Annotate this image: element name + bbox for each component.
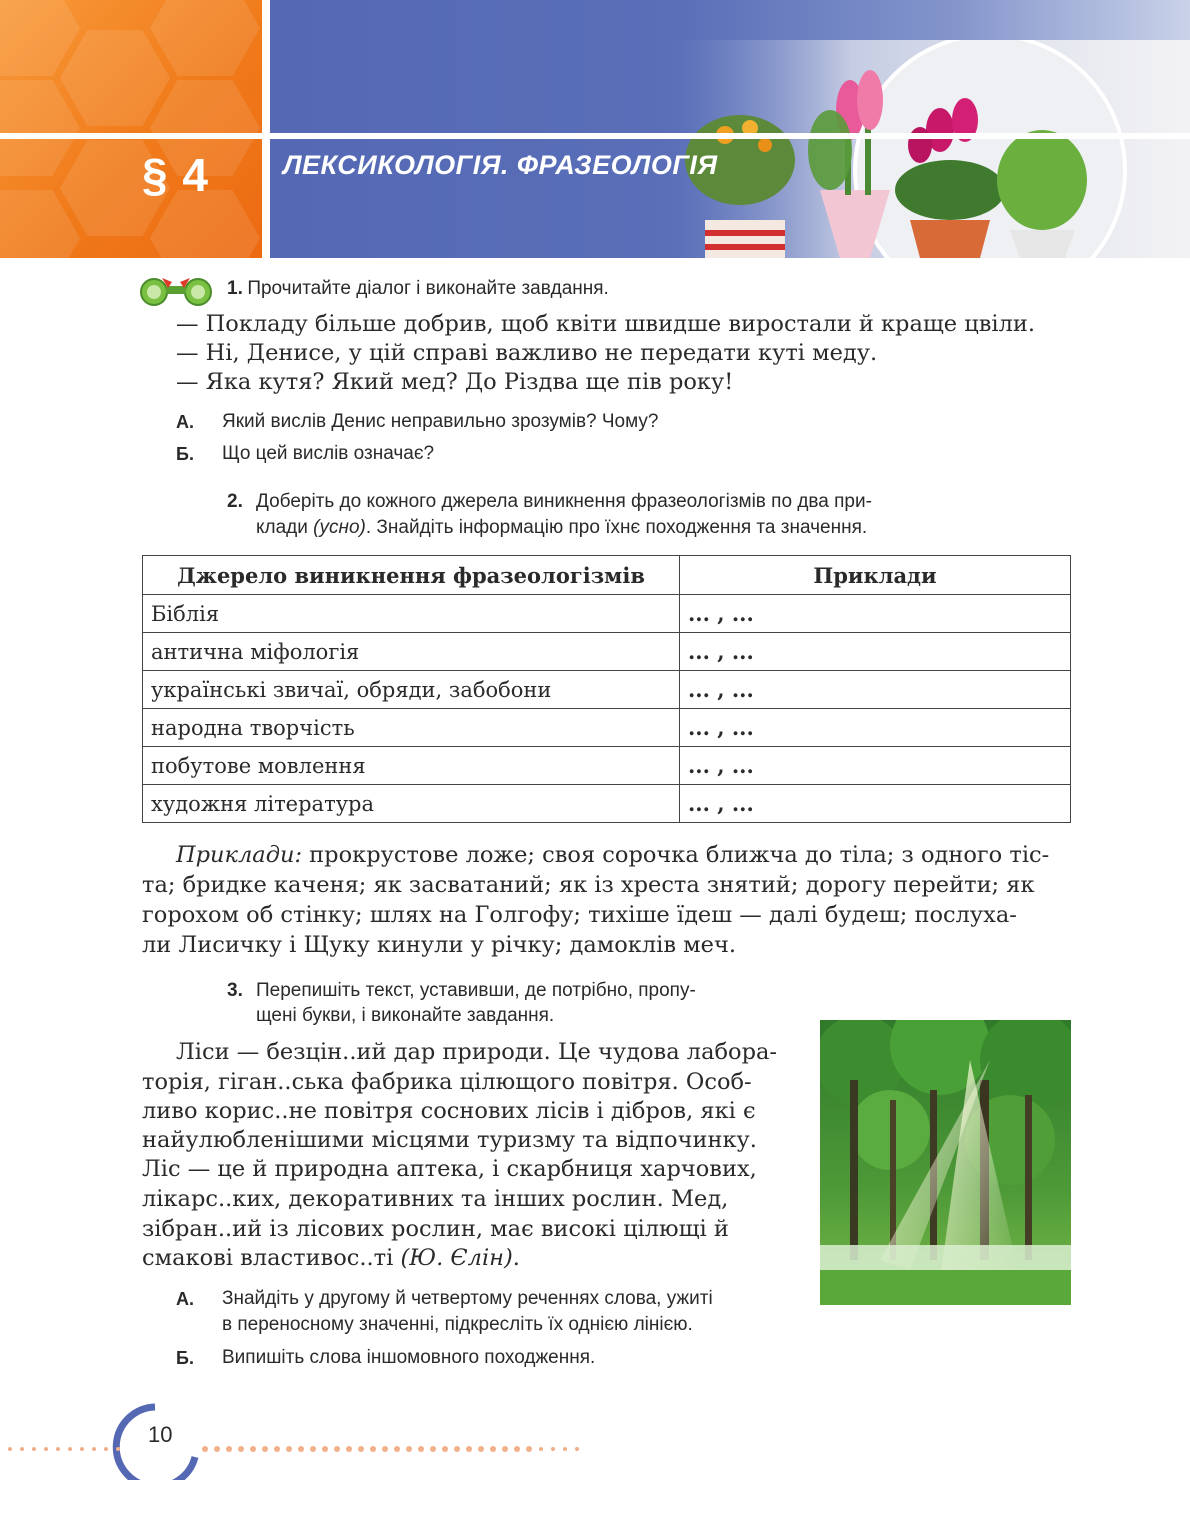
question-text: Який вислів Денис неправильно зрозумів? Чому? <box>222 411 659 432</box>
task-number: 1. <box>227 278 243 299</box>
question-text: Що цей вислів означає? <box>222 443 435 464</box>
page-footer-decor <box>0 1395 600 1480</box>
table-cell: ... , ... <box>680 785 1071 823</box>
binoculars-icon <box>138 272 216 308</box>
section-title: ЛЕКСИКОЛОГІЯ. ФРАЗЕОЛОГІЯ <box>283 150 718 180</box>
text-line: зібран..ий із лісових рослин, має високі цілющі й <box>142 1216 729 1242</box>
text-line: ливо корис..не повітря соснових лісів і дібров, які є <box>142 1098 756 1124</box>
question-label: А. <box>176 412 194 432</box>
task-number: 3. <box>227 980 243 1001</box>
table-row <box>143 633 1071 671</box>
table-cell: ... , ... <box>680 671 1071 709</box>
question-label: А. <box>176 1289 194 1309</box>
dialog-line: — Яка кутя? Який мед? До Різдва ще пів року! <box>176 369 734 395</box>
question-label: Б. <box>176 1348 194 1368</box>
table-row <box>143 747 1071 785</box>
text-line: Ліс — це й природна аптека, і скарбниця харчових, <box>142 1156 757 1182</box>
question-text-cont: в переносному значенні, підкресліть їх однією лінією. <box>222 1314 693 1335</box>
examples-label: Приклади: <box>176 842 303 868</box>
phraseology-sources-table <box>142 555 1071 823</box>
examples-line: горохом об стінку; шлях на Голгофу; тихіше їдеш — далі будеш; послуха- <box>142 902 1017 928</box>
flowers-photo <box>670 40 1190 258</box>
table-cell: ... , ... <box>680 633 1071 671</box>
table-cell: ... , ... <box>680 595 1071 633</box>
section-banner <box>0 0 262 258</box>
task-instruction-cont: клади (усно). Знайдіть інформацію про їхнє походження та значення. <box>256 517 868 538</box>
table-row <box>143 785 1071 823</box>
table-row <box>143 709 1071 747</box>
question-text: Знайдіть у другому й четвертому реченнях слова, ужиті <box>222 1288 713 1309</box>
page-number: 10 <box>148 1422 173 1447</box>
table-header-cell: Приклади <box>680 556 1071 595</box>
table-cell: ... , ... <box>680 747 1071 785</box>
table-header-cell: Джерело виникнення фразеологізмів <box>143 556 680 595</box>
task-instruction: Доберіть до кожного джерела виникнення фразеологізмів по два при- <box>256 491 872 512</box>
text-line: Ліси — безцін..ий дар природи. Це чудова лабора- <box>176 1039 777 1065</box>
task-instruction-cont: щені букви, і виконайте завдання. <box>256 1005 555 1026</box>
text-line: смакові властивос..ті (Ю. Єлін). <box>142 1245 520 1271</box>
table-cell: народна творчість <box>143 709 680 747</box>
table-cell: антична міфологія <box>143 633 680 671</box>
header-divider-vertical <box>262 0 270 258</box>
text-line: лікарс..ких, декоративних та інших рослин. Мед, <box>142 1186 729 1212</box>
text-line: торія, гіган..ська фабрика цілющого повітря. Особ- <box>142 1069 752 1095</box>
question-text: Випишіть слова іншомовного походження. <box>222 1347 596 1368</box>
task-instruction: Прочитайте діалог і виконайте завдання. <box>247 278 609 299</box>
table-cell: Біблія <box>143 595 680 633</box>
task-instruction: Перепишіть текст, уставивши, де потрібно, пропу- <box>256 980 696 1001</box>
task-number: 2. <box>227 491 243 512</box>
table-cell: українські звичаї, обряди, забобони <box>143 671 680 709</box>
table-row <box>143 671 1071 709</box>
question-label: Б. <box>176 444 194 464</box>
table-cell: побутове мовлення <box>143 747 680 785</box>
dialog-line: — Покладу більше добрив, щоб квіти швидше виростали й краще цвіли. <box>176 311 1036 337</box>
examples-line: Приклади: прокрустове ложе; своя сорочка ближча до тіла; з одного тіс- <box>176 842 1050 868</box>
dialog-line: — Ні, Денисе, у цій справі важливо не передати куті меду. <box>176 340 878 366</box>
forest-photo <box>820 1020 1071 1305</box>
table-cell: ... , ... <box>680 709 1071 747</box>
table-cell: художня література <box>143 785 680 823</box>
header-divider <box>0 133 1190 139</box>
text-line: найулюбленішими місцями туризму та відпочинку. <box>142 1127 757 1153</box>
examples-line: та; бридке каченя; як засватаний; як із хреста знятий; дорогу перейти; як <box>142 872 1035 898</box>
table-row <box>143 595 1071 633</box>
author-credit: (Ю. Єлін) <box>400 1245 513 1271</box>
section-number: § 4 <box>142 149 209 201</box>
table-header-row <box>143 556 1071 595</box>
task1-heading <box>227 278 609 300</box>
examples-line: ли Лисичку і Щуку кинули у річку; дамоклів меч. <box>142 932 737 958</box>
